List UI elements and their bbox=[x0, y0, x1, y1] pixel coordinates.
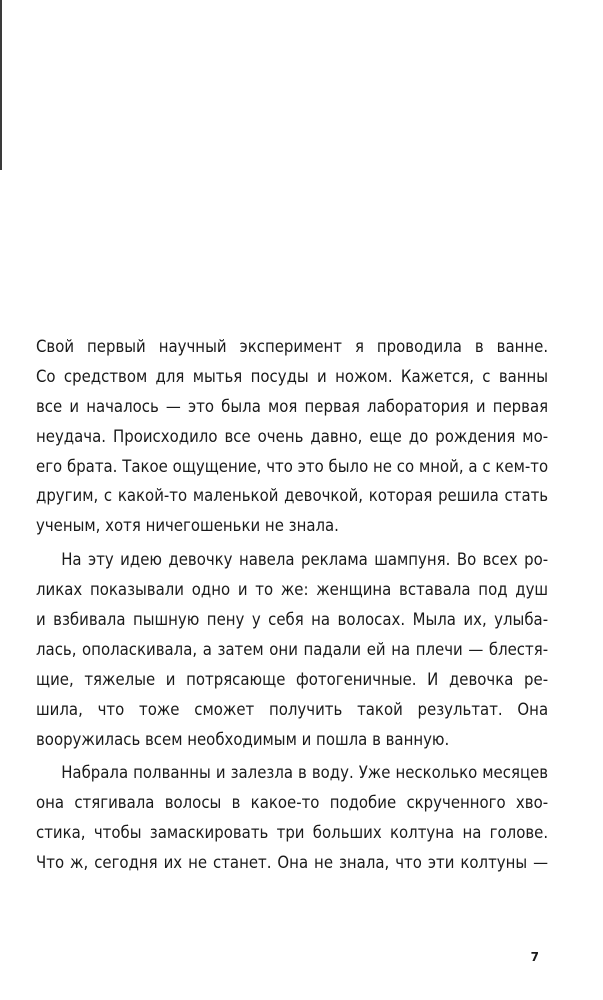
text-line: все и началось — это была моя первая лаборатория и первая bbox=[36, 396, 549, 416]
text-line: Свой первый научный эксперимент я проводила в ванне. bbox=[36, 337, 549, 356]
text-line: На эту идею девочку навела реклама шампуня. Во всех ро- bbox=[61, 550, 549, 570]
page-edge-shadow bbox=[0, 0, 2, 170]
body-text bbox=[36, 332, 549, 878]
text-line: лась, ополаскивала, а затем они падали ей на плечи — блестя- bbox=[36, 639, 549, 659]
text-line: ликах показывали одно и то же: женщина вставала под душ bbox=[36, 580, 549, 600]
paragraph-3 bbox=[36, 758, 548, 878]
paragraph-1 bbox=[36, 332, 548, 541]
text-line: шила, что тоже сможет получить такой результат. Она bbox=[36, 699, 549, 719]
text-line: вооружилась всем необходимым и пошла в ванную. bbox=[36, 729, 450, 749]
text-line: и взбивала пышную пену у себя на волосах. Мыла их, улыба- bbox=[36, 610, 549, 630]
text-line: Набрала полванны и залезла в воду. Уже несколько месяцев bbox=[61, 763, 549, 783]
text-line: другим, с какой-то маленькой девочкой, которая решила стать bbox=[36, 486, 549, 506]
text-line: она стягивала волосы в какое-то подобие скрученного хво- bbox=[36, 793, 549, 813]
text-line: Что ж, сегодня их не станет. Она не знала, что эти колтуны — bbox=[36, 853, 549, 873]
text-line: ученым, хотя ничегошеньки не знала. bbox=[36, 516, 339, 536]
text-line: Со средством для мытья посуды и ножом. Кажется, с ванны bbox=[36, 366, 549, 386]
paragraph-2 bbox=[36, 545, 548, 754]
text-line: щие, тяжелые и потрясающе фотогеничные. И девочка ре- bbox=[36, 669, 549, 689]
text-line: неудача. Происходило все очень давно, еще до рождения мо- bbox=[36, 426, 549, 446]
text-line: его брата. Такое ощущение, что это было не со мной, а с кем-то bbox=[36, 456, 549, 476]
text-line: стика, чтобы замаскировать три больших колтуна на голове. bbox=[36, 823, 549, 843]
page-number: 7 bbox=[530, 950, 539, 964]
